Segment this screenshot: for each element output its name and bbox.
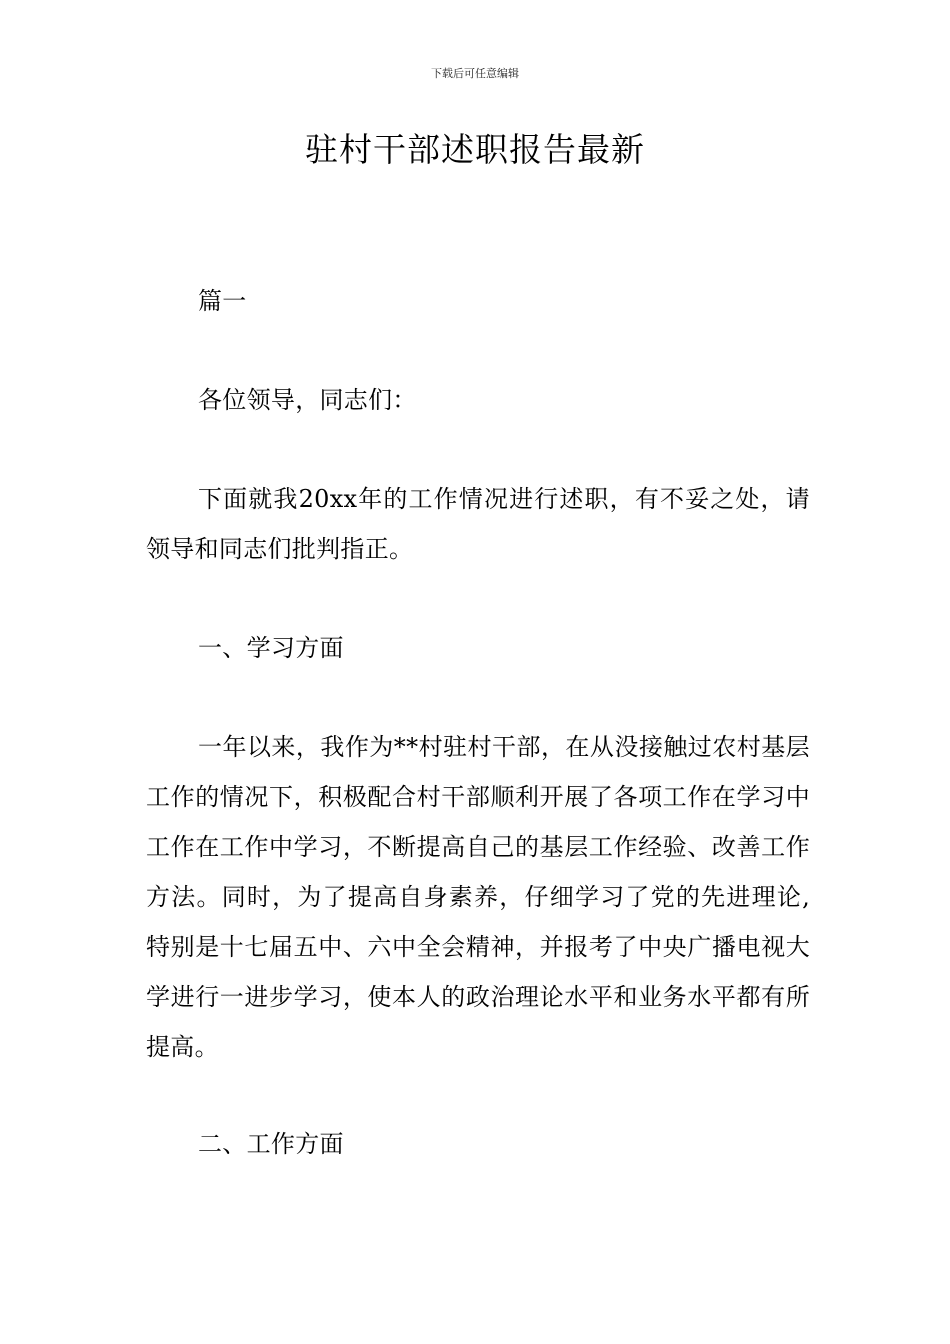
intro-paragraph: 下面就我20xx年的工作情况进行述职，有不妥之处，请领导和同志们批判指正。 [146,485,810,563]
document-title: 驻村干部述职报告最新 [305,130,645,169]
greeting-paragraph: 各位领导，同志们： [198,386,417,414]
section-heading-study: 一、学习方面 [198,634,344,662]
section-label: 篇一 [198,287,247,315]
header-note: 下载后可任意编辑 [431,67,519,80]
study-paragraph: 一年以来，我作为**村驻村干部，在从没接触过农村基层工作的情况下，积极配合村干部顺利开展了各项工作在学习中工作在工作中学习，不断提高自己的基层工作经验、改善工作方法。同时，为了提高自身素养，仔细学习了党的先进理论,特别是十七届五中、六中全会精神，并报考了中央广播电视大学进行一进步学习，使本人的政治理论水平和业务水平都有所提高。 [146,733,810,1061]
section-heading-work: 二、工作方面 [198,1130,344,1158]
